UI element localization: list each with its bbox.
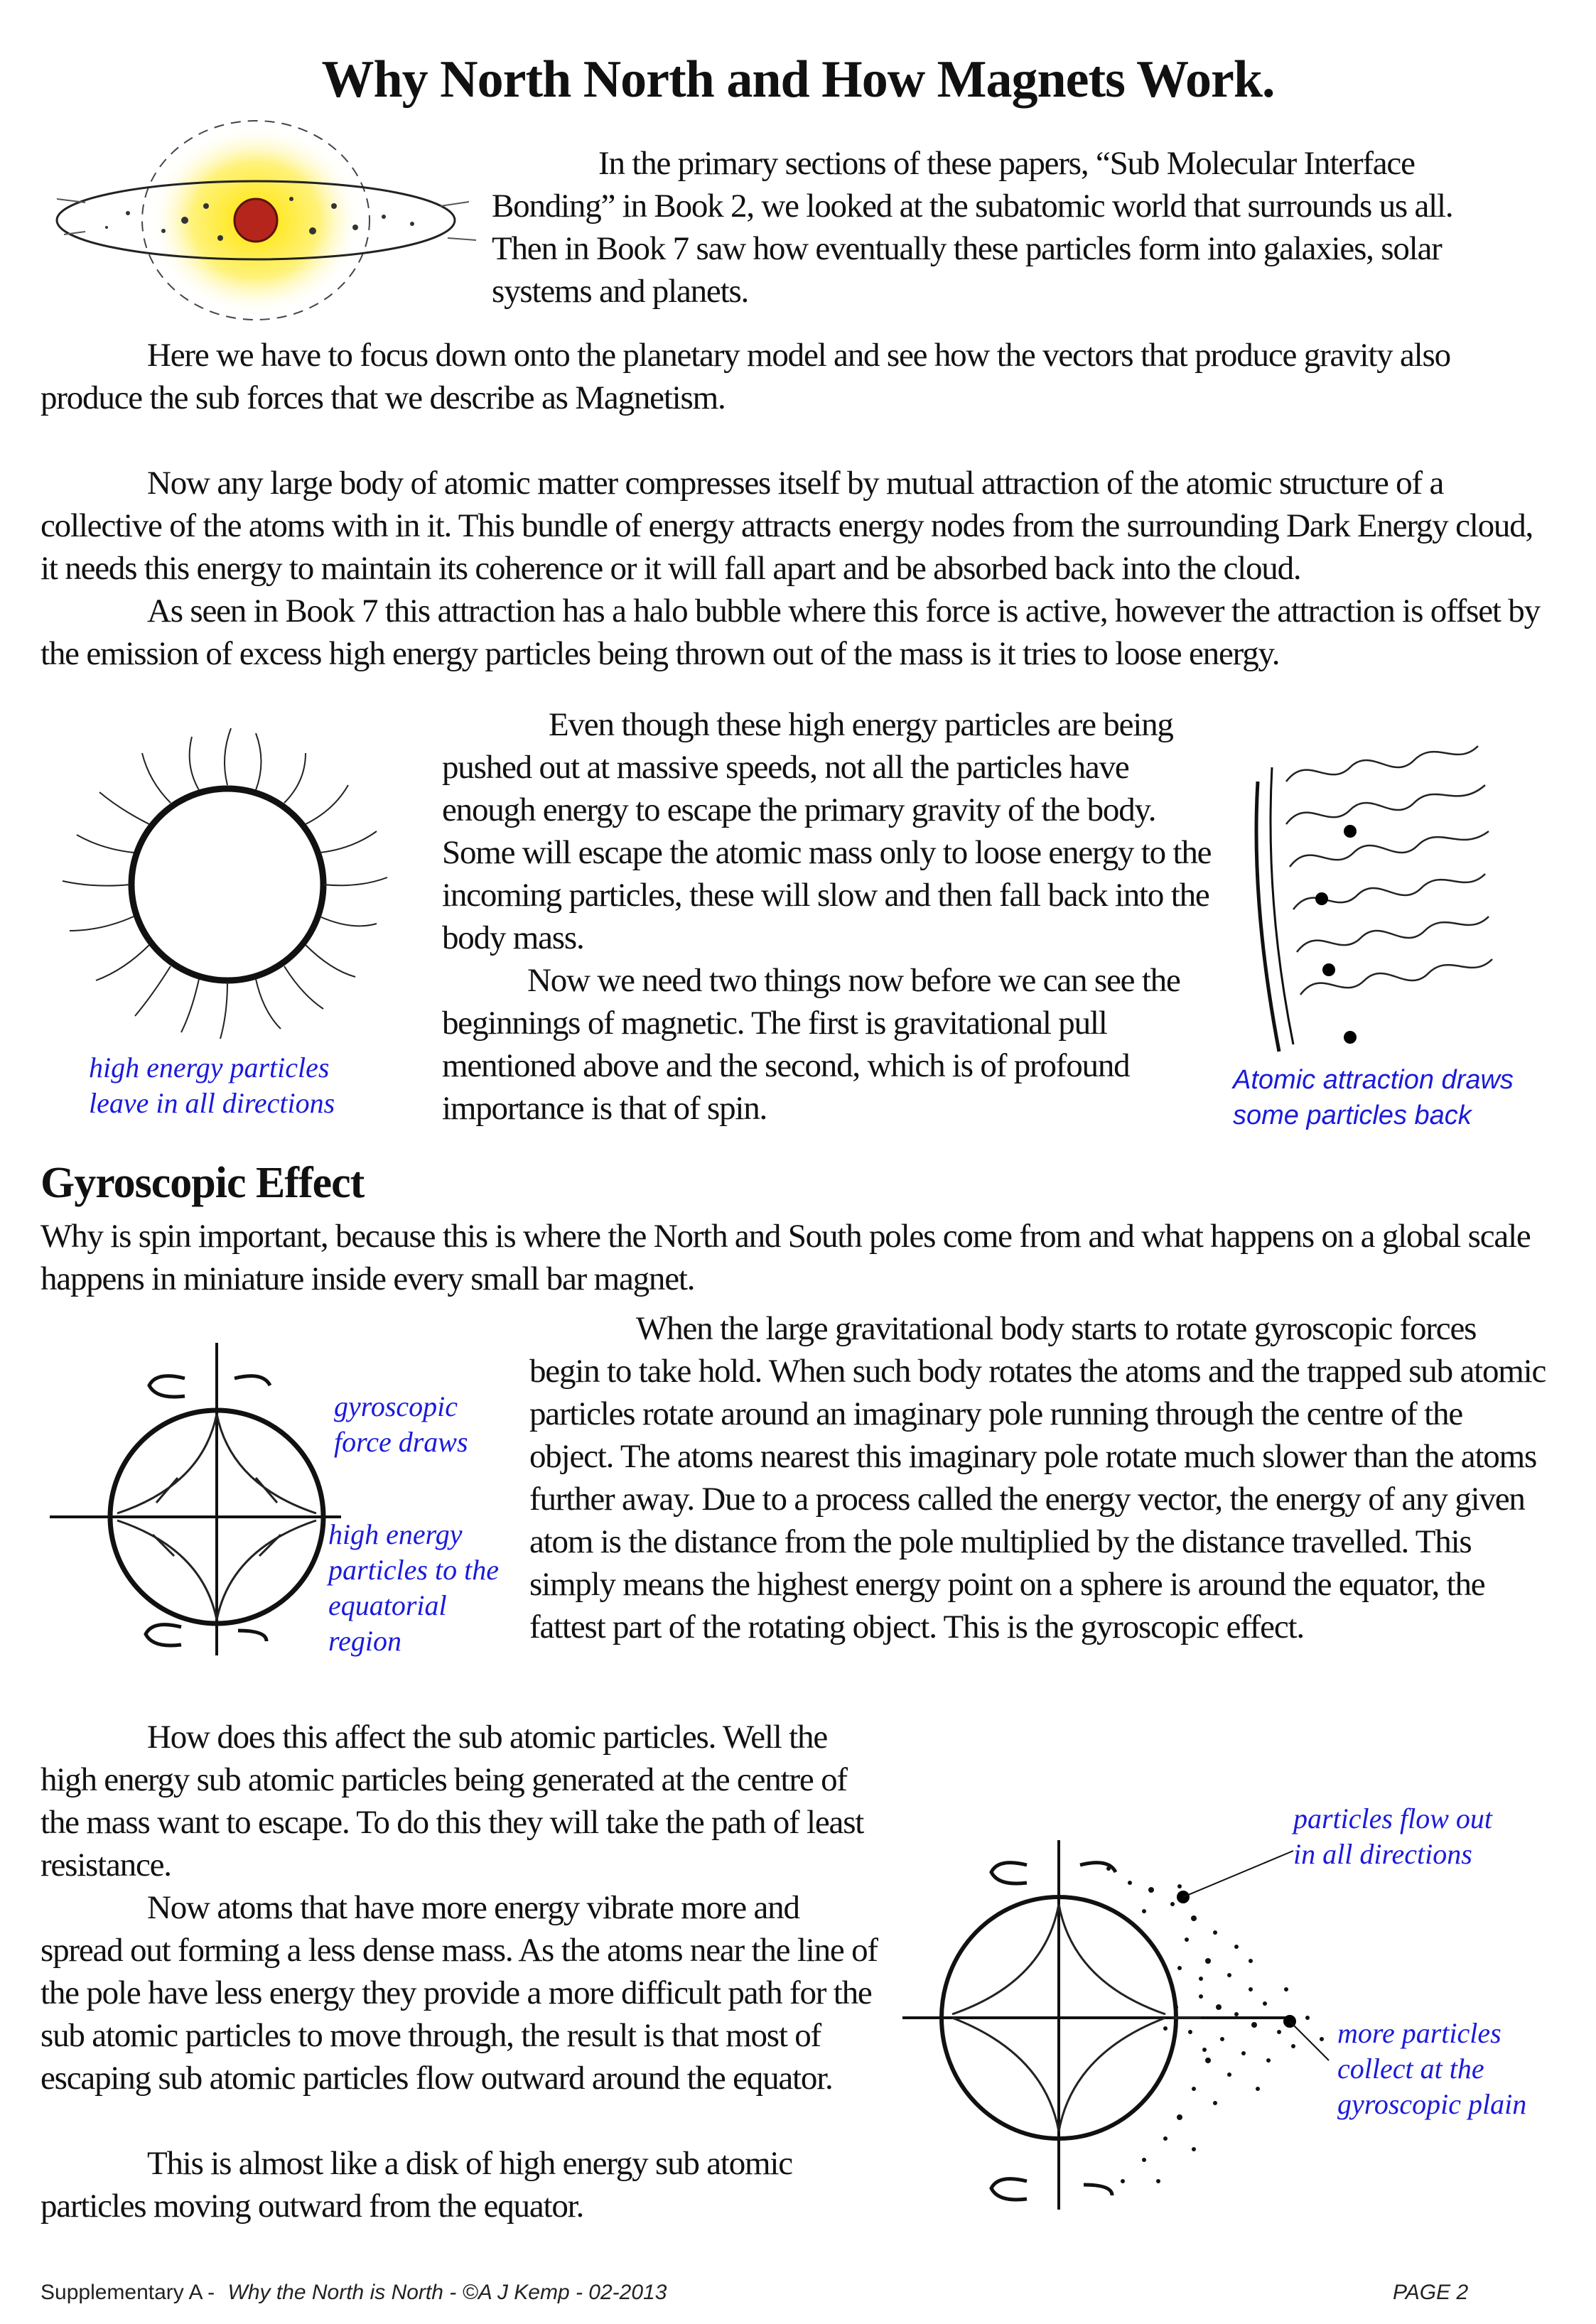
- caption-gyro-line5: equatorial: [328, 1589, 447, 1621]
- paragraph-atoms-energy: Now atoms that have more energy vibrate more and spread out forming a less dense mass. As the atoms near the line of the pole have less energy they provide a more difficult path for the sub atomic particles to move through, the result is that most of escaping sub atomic particles flow outward around the equator.: [41, 1889, 878, 2097]
- page-number: PAGE 2: [1393, 2281, 1469, 2304]
- caption-attraction-line1: Atomic attraction draws: [1233, 1065, 1514, 1095]
- paragraph-halo-bubble: As seen in Book 7 this attraction has a halo bubble where this force is active, however the attraction is offset by the emission of excess high energy particles being thrown out of the mass is it tries to loose energy.: [41, 593, 1540, 672]
- heading-gyroscopic-effect: Gyroscopic Effect: [41, 1159, 365, 1207]
- attraction-draw-back-illustration: [1244, 725, 1528, 1052]
- paragraph-spin-important: Why is spin important, because this is where the North and South poles come from and what happens on a global scale happens in miniature inside every small bar magnet.: [41, 1218, 1531, 1297]
- footer-author: - ©A J Kemp - 02-2013: [449, 2281, 667, 2304]
- footer-title: Why the North is North: [227, 2281, 443, 2304]
- caption-gyro-line4: particles to the: [328, 1554, 499, 1586]
- footer-prefix: Supplementary A -: [41, 2281, 215, 2304]
- paragraph-sub-atomic-effect: How does this affect the sub atomic particles. Well the high energy sub atomic particles being generated at the centre of the mass want to escape. To do this they will take the path of least resistance.: [41, 1719, 864, 1883]
- caption-high-energy-line1: high energy particles: [89, 1052, 330, 1083]
- planet-halo-illustration: [43, 114, 497, 327]
- caption-flow-line5: gyroscopic plain: [1337, 2088, 1527, 2120]
- caption-high-energy-line2: leave in all directions: [89, 1087, 335, 1119]
- caption-gyro-line3: high energy: [328, 1518, 463, 1550]
- paragraph-atomic-matter: Now any large body of atomic matter compresses itself by mutual attraction of the atomic structure of a collective of the atoms with in it. This bundle of energy attracts energy nodes from the surrounding Dark Energy cloud, it needs this energy to maintain its coherence or it will fall apart and be absorbed back into the cloud.: [41, 465, 1533, 587]
- caption-flow-line1: particles flow out: [1293, 1803, 1492, 1834]
- caption-flow-line2: in all directions: [1293, 1838, 1472, 1870]
- paragraph-rotation: When the large gravitational body starts to rotate gyroscopic forces begin to take hold. When such body rotates the atoms and the trapped sub atomic particles rotate around an imaginary pole running through the centre of the object. The atoms nearest this imaginary pole rotate much slower than the atoms further away. Due to a process called the energy vector, the energy of any given atom is the distance from the pole multiplied by the distance travelled. This simply means the highest energy point on a sphere is around the equator, the fattest part of the rotating object. This is the gyroscopic effect.: [529, 1310, 1546, 1645]
- footer: [41, 2281, 667, 2305]
- paragraph-escape-gravity: Even though these high energy particles are being pushed out at massive speeds, not all the particles have enough energy to escape the primary gravity of the body. Some will escape the atomic mass only to loose energy to the incoming particles, these will slow and then fall back into the body mass.: [442, 706, 1212, 956]
- radiating-particles-illustration: [50, 710, 433, 1044]
- paragraph-two-things: Now we need two things now before we can see the beginnings of magnetic. The first is gravitational pull mentioned above and the second, which is of profound importance is that of spin.: [442, 962, 1180, 1127]
- caption-flow-line3: more particles: [1337, 2017, 1501, 2049]
- caption-gyro-line1: gyroscopic: [334, 1390, 458, 1422]
- paragraph-planetary-model: Here we have to focus down onto the planetary model and see how the vectors that produce gravity also produce the sub forces that we describe as Magnetism.: [41, 337, 1450, 416]
- page-title: Why North North and How Magnets Work.: [321, 50, 1275, 109]
- caption-flow-line4: collect at the: [1337, 2053, 1484, 2085]
- gyroscopic-sphere-illustration: [43, 1336, 341, 1663]
- caption-gyro-line2: force draws: [334, 1426, 468, 1458]
- caption-gyro-line6: region: [328, 1625, 401, 1657]
- particle-flow-illustration: [895, 1826, 1393, 2224]
- paragraph-disk: This is almost like a disk of high energy sub atomic particles moving outward from the equator.: [41, 2145, 792, 2225]
- paragraph-intro: In the primary sections of these papers, “Sub Molecular Interface Bonding” in Book 2, we looked at the subatomic world that surrounds us all. Then in Book 7 saw how eventually these particles form into galaxies, solar systems and planets.: [492, 145, 1453, 310]
- caption-attraction-line2: some particles back: [1233, 1101, 1472, 1130]
